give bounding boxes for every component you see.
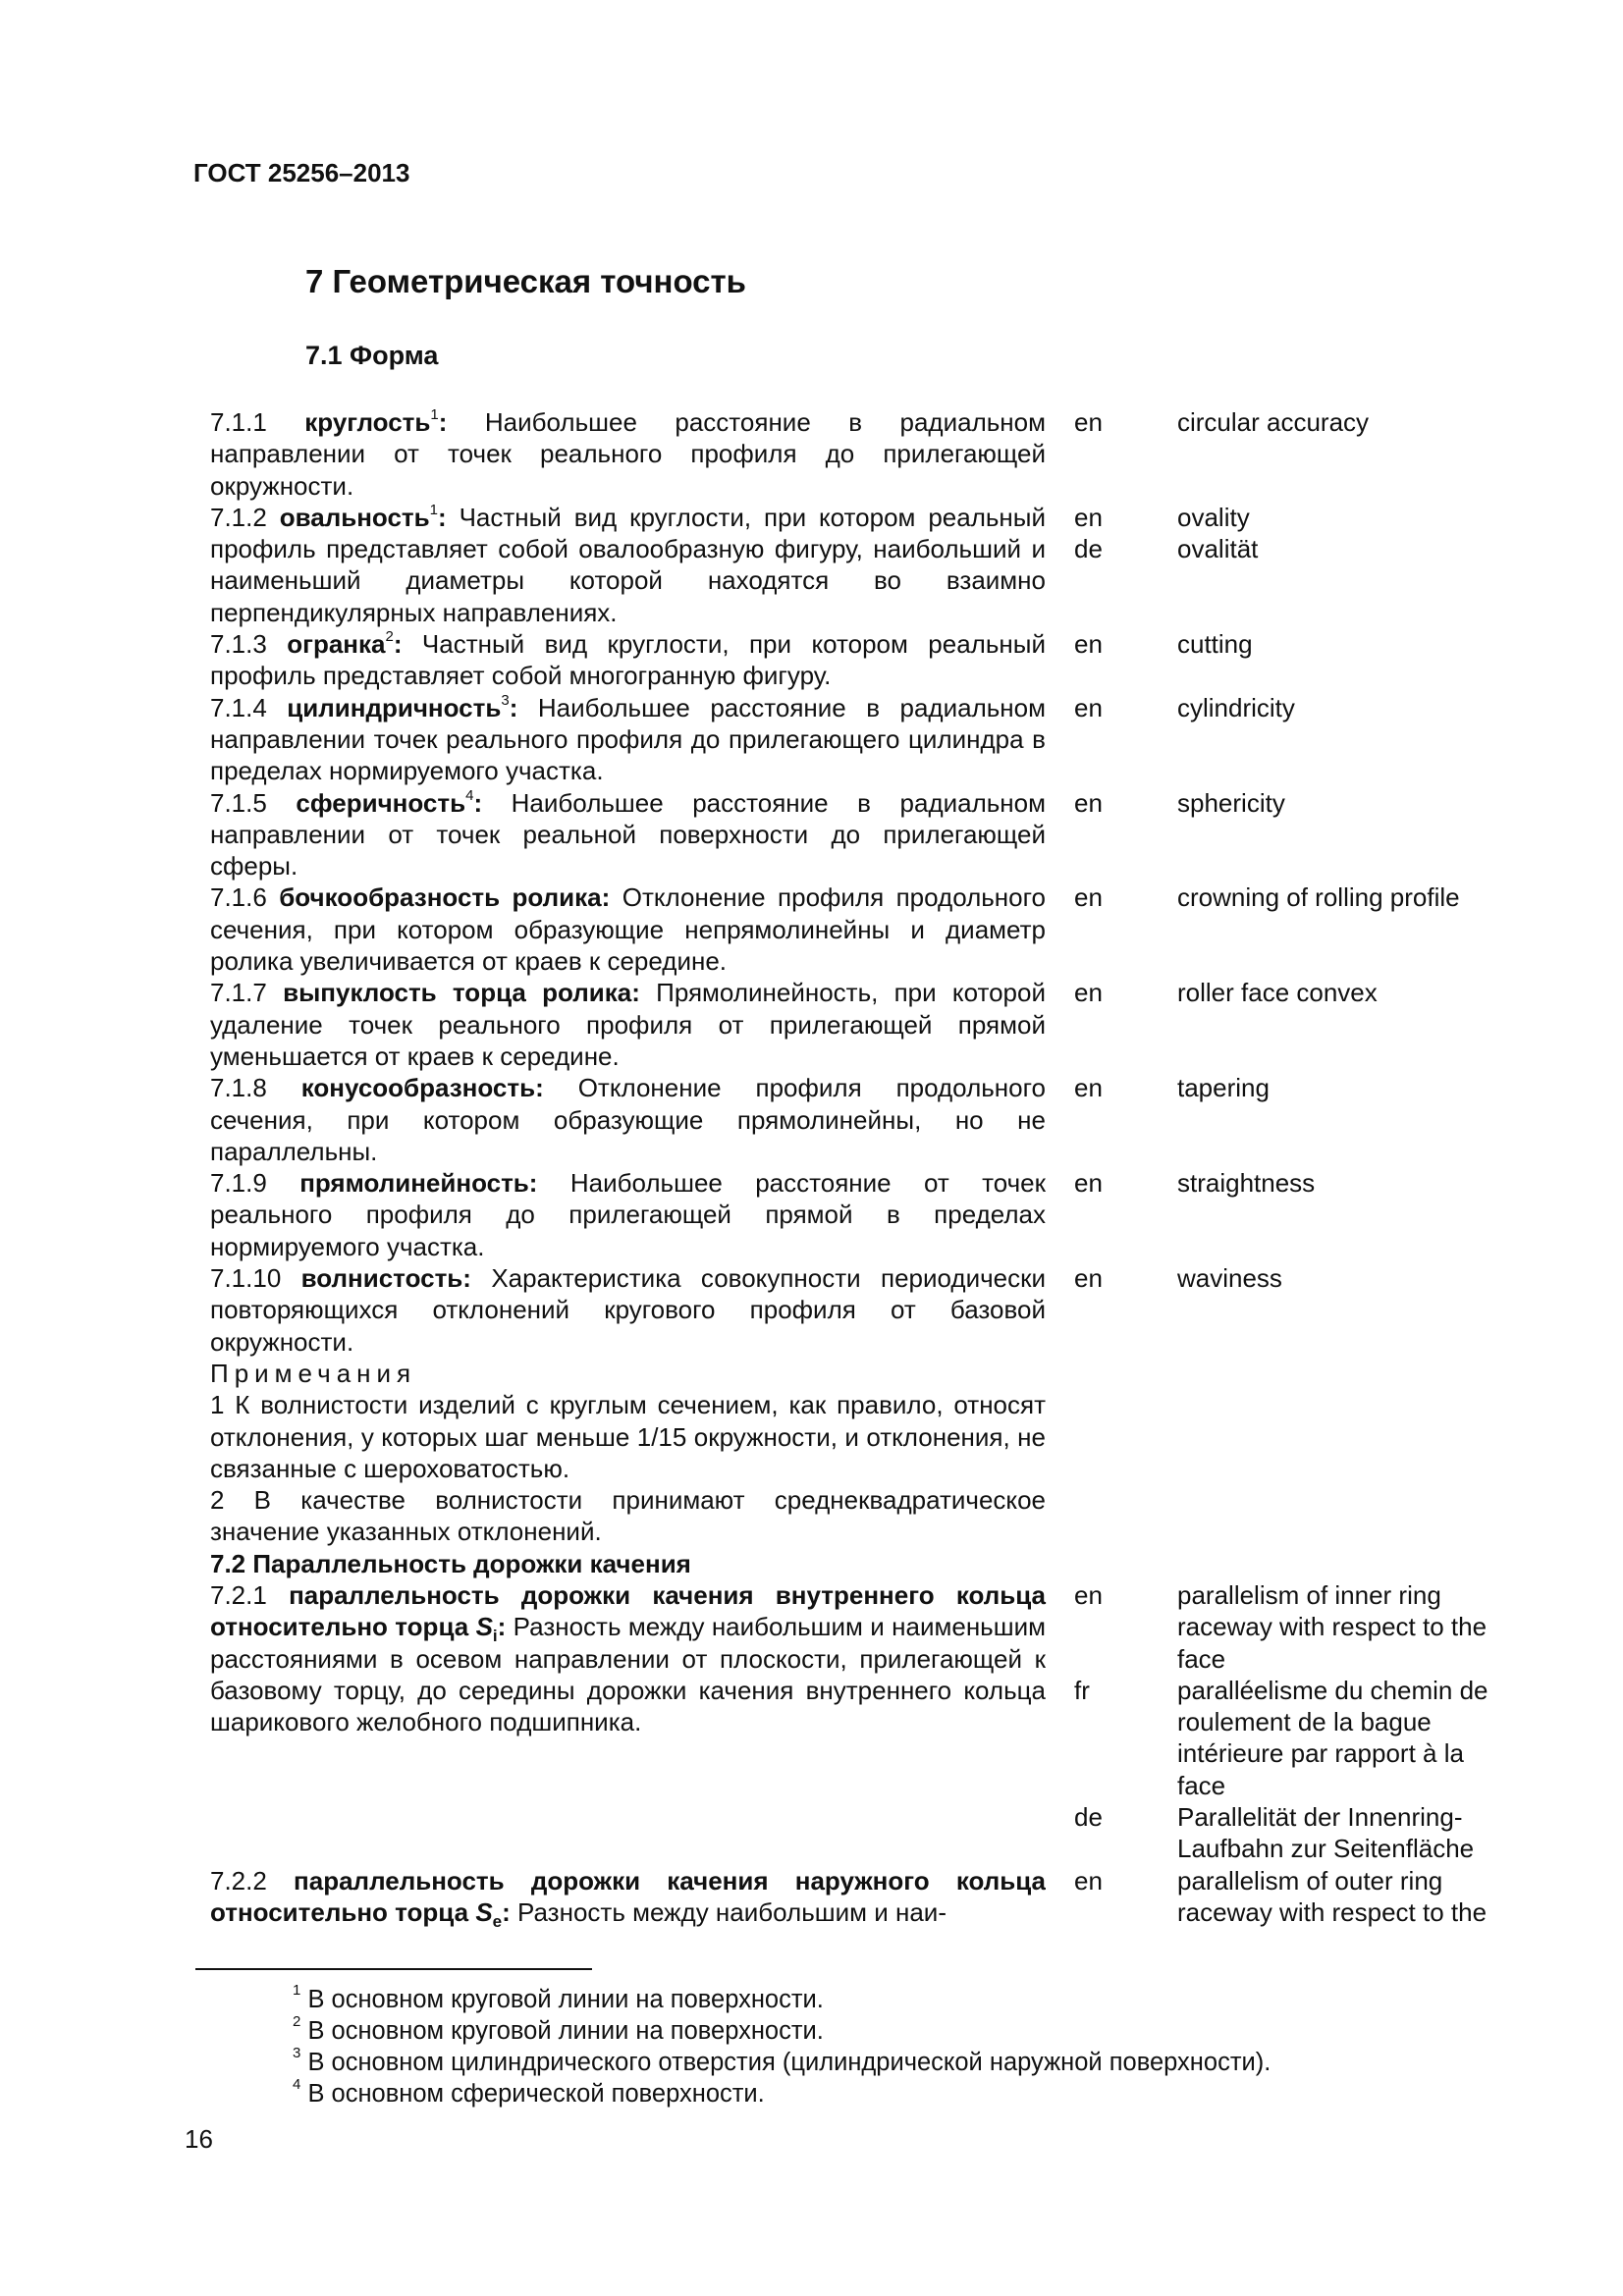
- term-definition: [210, 628, 1046, 692]
- term-name: овальность: [279, 502, 430, 532]
- footnote: [293, 2075, 1271, 2109]
- footnote: [293, 2044, 1271, 2078]
- term-name: выпуклость торца ролика: [283, 978, 632, 1008]
- footnote: [293, 1981, 1271, 2015]
- document-header: ГОСТ 25256–2013: [193, 158, 410, 187]
- term-text: Отклонение профиля продольного сечения, при котором образующие непрямолинейны и диаметр ролика увеличивается от краев к середине.: [210, 882, 1046, 977]
- term-colon: :: [393, 629, 403, 660]
- lang-code: en: [1074, 787, 1103, 818]
- equivalent-row: [1046, 1072, 1511, 1103]
- term-name: параллельность дорожки качения наружного кольца относительно торца: [210, 1865, 1046, 1927]
- term-equivalents: [1046, 787, 1511, 882]
- lang-code: en: [1074, 1073, 1103, 1103]
- term-text: Прямолинейность, при которой удаление точек реального профиля от прилегающей прямой уменьшается от краев к середине.: [210, 978, 1046, 1071]
- term-entry: [210, 502, 1526, 628]
- term-definition: [210, 502, 1046, 628]
- term-equivalents: [1046, 881, 1511, 977]
- term-name: цилиндричность: [287, 692, 502, 722]
- term-entry: [210, 787, 1526, 882]
- equivalent-row: [1046, 406, 1511, 438]
- note-item: 1 К волнистости изделий с круглым сечением, как правило, относят отклонения, у которых шаг меньше 1/15 окружности, и отклонения, не связанные с шероховатостью.: [210, 1390, 1046, 1483]
- term-number: 7.1.1: [210, 407, 267, 437]
- lang-code: en: [1074, 1263, 1103, 1294]
- footnote-text: В основном круговой линии на поверхности.: [307, 1986, 824, 2013]
- term-name: бочкообразность ролика: [279, 882, 602, 913]
- lang-code: en: [1074, 882, 1103, 913]
- term-definition: [210, 1865, 1046, 1928]
- term-equivalents: [1046, 406, 1511, 502]
- term-equivalents: [1046, 628, 1511, 692]
- term-equivalents: [1046, 1579, 1511, 1801]
- term-symbol: S: [475, 1612, 493, 1642]
- term-text: Разность между наибольшим и наи-: [517, 1896, 947, 1927]
- term-definition: [210, 1262, 1046, 1358]
- footnote-ref: 2: [385, 628, 394, 646]
- equivalent-term: circular accuracy: [1177, 407, 1370, 437]
- equivalent-term: cylindricity: [1177, 692, 1295, 722]
- term-text: Наибольшее расстояние от точек реального профиля до прилегающей прямой в пределах нормируемого участка.: [210, 1168, 1046, 1261]
- equivalent-term: ovality: [1177, 502, 1250, 532]
- equivalent-row: [1046, 692, 1511, 723]
- term-definition: [210, 1072, 1046, 1167]
- equivalent-row: [1046, 628, 1511, 660]
- equivalent-term: waviness: [1177, 1263, 1282, 1294]
- term-number: 7.1.10: [210, 1263, 282, 1294]
- lang-code: en: [1074, 407, 1103, 437]
- term-entry: [210, 1167, 1526, 1262]
- terms-content: [210, 406, 1526, 1928]
- lang-code: en: [1074, 502, 1103, 532]
- equivalent-term: ovalität: [1177, 534, 1259, 564]
- page-number: 16: [185, 2124, 213, 2154]
- term-entry: [210, 1262, 1526, 1358]
- lang-code: fr: [1074, 1675, 1090, 1705]
- footnote-text: В основном круговой линии на поверхности.: [307, 2017, 824, 2045]
- lang-code: en: [1074, 1865, 1103, 1896]
- equivalent-term: straightness: [1177, 1168, 1316, 1199]
- term-text: Наибольшее расстояние в радиальном направлении точек реального профиля до прилегающего цилиндра в пределах нормируемого участка.: [210, 692, 1046, 786]
- equivalent-term: parallelism of outer ring raceway with respect to the: [1177, 1865, 1488, 1927]
- equivalent-term: Parallelität der Innenring-Laufbahn zur Seitenfläche: [1177, 1802, 1475, 1864]
- equivalent-row: [1046, 1579, 1511, 1675]
- equivalent-row: [1046, 881, 1511, 913]
- lang-code: en: [1074, 1579, 1103, 1610]
- term-name: огранка: [287, 629, 386, 660]
- term-colon: :: [462, 1263, 471, 1294]
- term-definition: [210, 406, 1046, 502]
- lang-code: en: [1074, 1168, 1103, 1199]
- term-number: 7.1.5: [210, 787, 267, 818]
- term-text: Разность между наибольшим и наименьшим расстояниями в осевом направлении от плоскости, прилегающей к базовому торцу, до середины дорожки качения внутреннего кольца шарикового желобного подшипника.: [210, 1612, 1046, 1737]
- lang-code: en: [1074, 692, 1103, 722]
- term-name: прямолинейность: [299, 1168, 529, 1199]
- term-text: Частный вид круглости, при котором реальный профиль представляет собой многогранную фигуру.: [210, 629, 1046, 691]
- term-colon: :: [535, 1073, 544, 1103]
- terms-list: [210, 406, 1526, 1358]
- term-number: 7.2.2: [210, 1865, 267, 1896]
- term-number: 7.1.9: [210, 1168, 267, 1199]
- equivalent-row: [1046, 977, 1511, 1008]
- subsection-title: 7.1 Форма: [305, 341, 439, 370]
- lang-code: en: [1074, 978, 1103, 1008]
- term-colon: :: [509, 692, 518, 722]
- notes-heading: Примечания: [210, 1358, 417, 1388]
- equivalent-term: roller face convex: [1177, 978, 1378, 1008]
- subsection-7-2-title: 7.2 Параллельность дорожки качения: [210, 1548, 691, 1578]
- term-colon: :: [631, 978, 640, 1008]
- term-symbol-subscript: e: [492, 1912, 503, 1928]
- lang-code: en: [1074, 629, 1103, 660]
- term-number: 7.1.7: [210, 978, 267, 1008]
- footnote-ref: 1: [429, 502, 438, 519]
- footnote-text: В основном сферической поверхности.: [307, 2080, 765, 2108]
- equivalent-row: [1046, 1262, 1511, 1294]
- term-text: Характеристика совокупности периодически повторяющихся отклонений кругового профиля от базовой окружности.: [210, 1263, 1046, 1357]
- term-colon: :: [473, 787, 483, 818]
- term-entry: [210, 881, 1526, 977]
- footnote-text: В основном цилиндрического отверстия (цилиндрической наружной поверхности).: [307, 2049, 1271, 2076]
- equivalent-term: paralléelisme du chemin de roulement de la bague intérieure par rapport à la face: [1177, 1675, 1488, 1800]
- equivalent-term: tapering: [1177, 1073, 1270, 1103]
- equivalent-term: sphericity: [1177, 787, 1285, 818]
- term-entry: [210, 406, 1526, 502]
- term-colon: :: [601, 882, 611, 913]
- term-number: 7.1.6: [210, 882, 267, 913]
- term-text: Частный вид круглости, при котором реальный профиль представляет собой овалообразную фигуру, наибольший и наименьший диаметры которой находятся во взаимно перпендикулярных направлениях.: [210, 502, 1046, 627]
- term-colon: :: [497, 1612, 507, 1642]
- notes: [210, 1358, 1526, 1548]
- term-definition: [210, 1579, 1046, 1801]
- term-name: параллельность дорожки качения внутреннего кольца относительно торца: [210, 1579, 1046, 1642]
- term-text: Наибольшее расстояние в радиальном направлении от точек реальной поверхности до прилегающей сферы.: [210, 787, 1047, 881]
- term-entry: [210, 692, 1526, 787]
- lang-code: de: [1074, 1802, 1103, 1833]
- equivalent-term: crowning of rolling profile: [1177, 882, 1460, 913]
- footnote: [293, 2012, 1271, 2047]
- term-name: сферичность: [296, 787, 466, 818]
- footnote-ref: 4: [465, 786, 474, 804]
- footnote-mark: 4: [293, 2075, 301, 2093]
- equivalent-row: [1046, 787, 1511, 819]
- term-number: 7.1.3: [210, 629, 267, 660]
- equivalent-row: [210, 1801, 1526, 1865]
- term-definition: [210, 692, 1046, 787]
- term-number: 7.2.1: [210, 1579, 267, 1610]
- term-text: Наибольшее расстояние в радиальном направлении от точек реального профиля до прилегающей окружности.: [210, 407, 1046, 501]
- section-title: 7 Геометрическая точность: [305, 263, 746, 299]
- equivalent-row: [1046, 533, 1511, 564]
- term-equivalents: [1046, 502, 1511, 628]
- term-number: 7.1.4: [210, 692, 267, 722]
- term-equivalents: [1046, 1262, 1511, 1358]
- footnotes: [293, 1981, 1271, 2109]
- term-name: волнистость: [300, 1263, 463, 1294]
- footnote-ref: 1: [430, 406, 439, 424]
- term-number: 7.1.8: [210, 1073, 267, 1103]
- footnote-mark: 2: [293, 2012, 301, 2030]
- term-definition: [210, 787, 1046, 882]
- term-colon: :: [438, 407, 448, 437]
- term-definition: [210, 881, 1046, 977]
- term-equivalents: [1046, 692, 1511, 787]
- term-symbol-subscript: i: [492, 1627, 498, 1646]
- term-name: круглость: [304, 407, 431, 437]
- equivalent-row: [1046, 502, 1511, 533]
- footnote-separator: [195, 1968, 592, 1970]
- lang-code: de: [1074, 534, 1103, 564]
- term-symbol: S: [475, 1896, 493, 1927]
- term-equivalents: [1046, 1072, 1511, 1167]
- term-entry-7-2-1: [210, 1579, 1526, 1801]
- note-item: 2 В качестве волнистости принимают среднеквадратическое значение указанных отклонений.: [210, 1485, 1046, 1547]
- term-entry: [210, 628, 1526, 692]
- term-entry: [210, 977, 1526, 1072]
- term-definition: [210, 1167, 1046, 1262]
- term-equivalents: [1046, 1167, 1511, 1262]
- equivalent-row: [1046, 1675, 1511, 1801]
- term-colon: :: [528, 1168, 538, 1199]
- term-colon: :: [437, 502, 447, 532]
- footnote-mark: 3: [293, 2044, 301, 2061]
- equivalent-row: [1046, 1167, 1511, 1199]
- term-colon: :: [502, 1896, 511, 1927]
- footnote-ref: 3: [501, 692, 510, 710]
- footnote-mark: 1: [293, 1981, 301, 1999]
- term-text: Отклонение профиля продольного сечения, при котором образующие прямолинейны, но не параллельны.: [210, 1073, 1046, 1166]
- term-name: конусообразность: [300, 1073, 536, 1103]
- equivalent-term: parallelism of inner ring raceway with respect to the face: [1177, 1579, 1488, 1674]
- term-entry-7-2-2: [210, 1865, 1526, 1929]
- term-entry: [210, 1072, 1526, 1167]
- term-number: 7.1.2: [210, 502, 267, 532]
- term-equivalents: [1046, 977, 1511, 1072]
- equivalent-term: cutting: [1177, 629, 1253, 660]
- term-definition: [210, 977, 1046, 1072]
